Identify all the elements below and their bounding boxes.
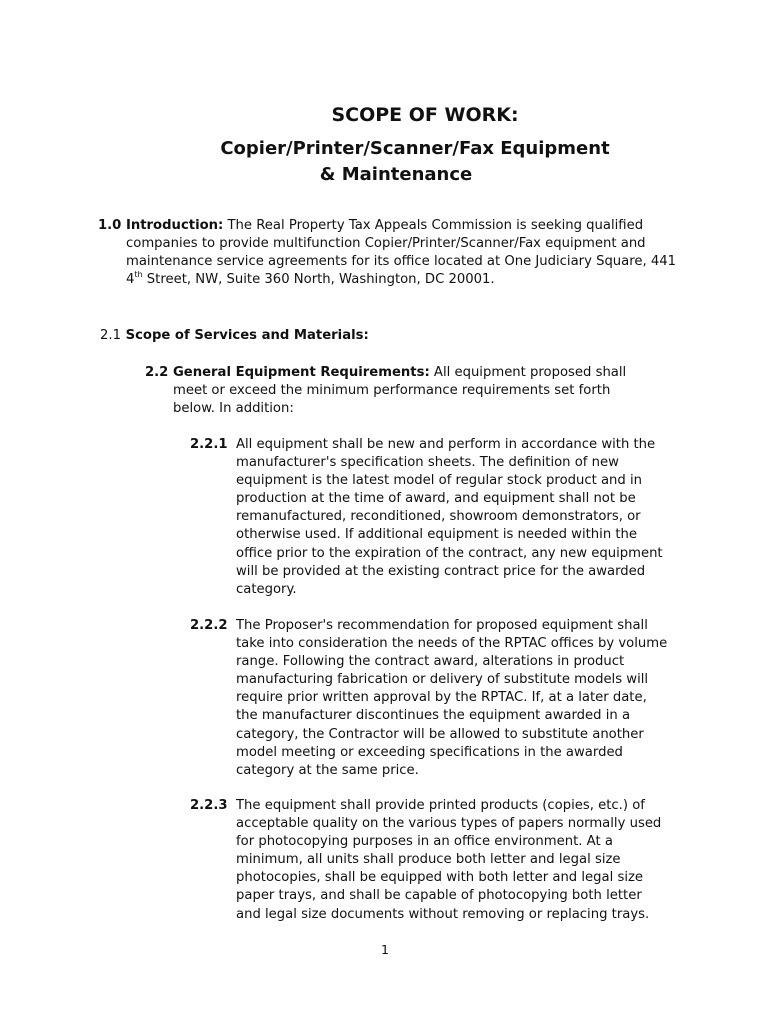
introduction-heading: 1.0 Introduction: [98,218,224,233]
page-number: 1 [381,942,389,957]
subsection-text: The Proposer's recommendation for proposed equipment shall take into consideration the needs of the RPTAC offices by volume range. Following the contract award, alterations in product manufacturing fabrication or delivery of substitute models will require prior written approval by the RPTAC. If, at a later date, the manufacturer discontinues the equipment awarded in a category, the Contractor will be allowed to substitute another model meeting or exceeding specifications in the awarded category at the same price. [236,618,668,778]
subsection-2-2-3 [190,797,670,924]
section-2-2-paragraph [145,364,653,418]
introduction-text: The Real Property Tax Appeals Commission is seeking qualified companies to provide multifunction Copier/Printer/Scanner/Fax equipment and maintenance service agreements for its office located at One Judiciary Square, 441 4 [126,218,677,288]
subsection-2-2-2 [190,617,670,780]
subsection-number: 2.2.3 [190,798,228,813]
title-line-2: Copier/Printer/Scanner/Fax Equipment [220,138,610,159]
superscript-th: th [134,270,143,280]
title-line-1: SCOPE OF WORK: [331,104,519,126]
subsection-number: 2.2.2 [190,618,228,633]
section-2-1-heading [100,327,660,345]
section-2-1-title: Scope of Services and Materials: [120,328,369,343]
section-2-2-text: All equipment proposed shall meet or exceed the minimum performance requirements set forth below. In addition: [173,365,627,417]
subsection-text: The equipment shall provide printed products (copies, etc.) of acceptable quality on the various types of papers normally used for photocopying purposes in an office environment. At a minimum, all units shall produce both letter and legal size photocopies, shall be equipped with both letter and legal size paper trays, and shall be capable of photocopying both letter and legal size documents without removing or replacing trays. [236,798,662,922]
document-title [0,103,770,188]
introduction-text-end: Street, NW, Suite 360 North, Washington, DC 20001. [142,272,495,288]
introduction-paragraph [98,217,696,289]
subsection-text: All equipment shall be new and perform in accordance with the manufacturer's specification sheets. The definition of new equipment is the latest model of regular stock product and in production at the time of award, and equipment shall not be remanufactured, reconditioned, showroom demonstrators, or otherwise used. If additional equipment is needed within the office prior to the expiration of the contract, any new equipment will be provided at the existing contract price for the awarded category. [236,437,663,597]
subsection-2-2-1 [190,436,670,599]
section-2-1-number: 2.1 [100,328,121,343]
title-line-3: & Maintenance [319,164,473,185]
subsection-number: 2.2.1 [190,437,228,452]
section-2-2-heading: 2.2 General Equipment Requirements: [145,365,430,380]
